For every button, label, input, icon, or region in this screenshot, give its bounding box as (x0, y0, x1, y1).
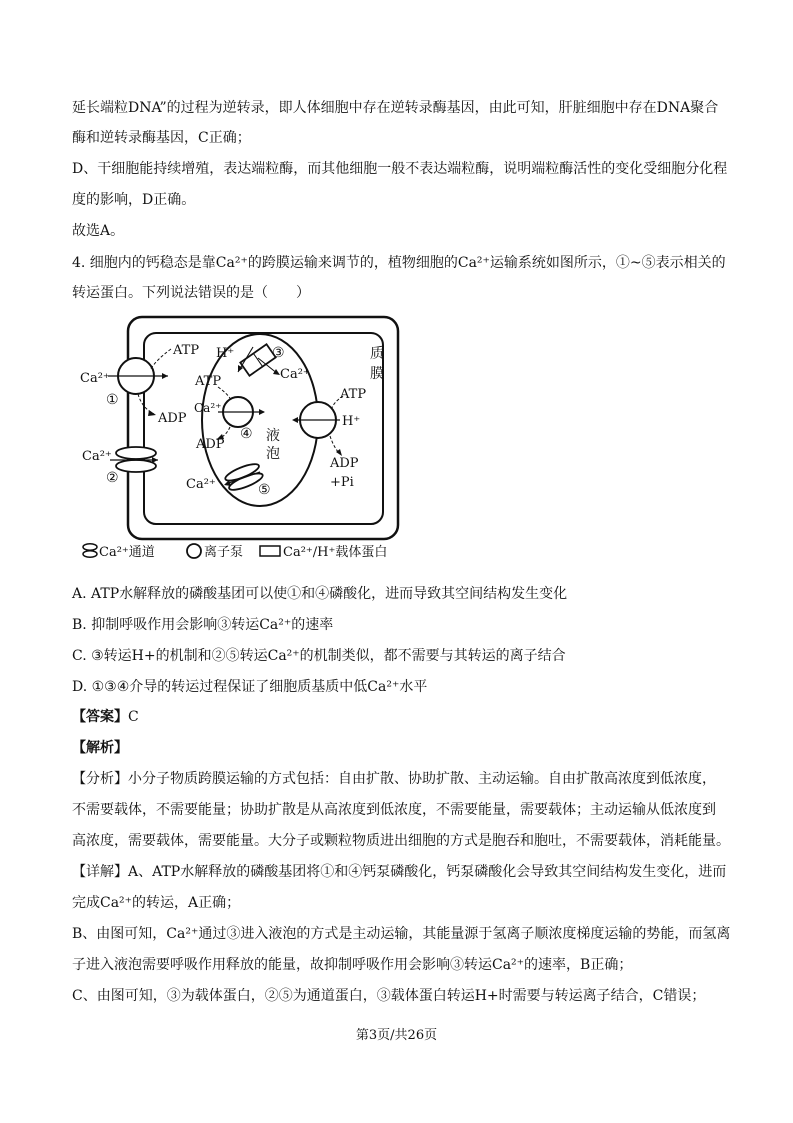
label-num2: ② (106, 470, 119, 486)
label-vacuole-2: 泡 (266, 446, 280, 462)
label-ca-5: Ca²⁺ (186, 477, 216, 492)
analysis-line-2: 不需要载体，不需要能量；协助扩散是从高浓度到低浓度，不需要能量，需要载体；主动运输从低浓度到 (72, 802, 716, 818)
option-d: D. ①③④介导的转运过程保证了细胞质基质中低Ca²⁺水平 (72, 679, 428, 695)
label-h-plus-right: H⁺ (342, 414, 361, 429)
label-pi-right: +Pi (330, 475, 354, 490)
answer-value: C (128, 709, 139, 725)
analysis-line-7: 子进入液泡需要呼吸作用释放的能量，故抑制呼吸作用会影响③转运Ca²⁺的速率，B正确； (72, 957, 633, 973)
legend-pump-icon (187, 544, 201, 558)
label-adp-mid: ADP (196, 437, 225, 452)
legend-carrier-label: Ca²⁺/H⁺载体蛋白 (283, 545, 388, 560)
ca-channel-2-bottom (116, 460, 156, 472)
page-number: 第3页/共26页 (355, 1028, 438, 1043)
legend (83, 544, 387, 560)
calcium-transport-diagram (78, 312, 418, 562)
label-membrane-2: 膜 (370, 366, 384, 382)
option-c: C. ③转运H+的机制和②⑤转运Ca²⁺的机制类似，都不需要与其转运的离子结合 (72, 648, 566, 664)
analysis-label: 【解析】 (72, 740, 128, 756)
text-line-1: 延长端粒DNA”的过程为逆转录，即人体细胞中存在逆转录酶基因，由此可知，肝脏细胞中存在DNA聚合 (72, 100, 719, 116)
legend-channel-label: Ca²⁺通道 (99, 545, 155, 560)
answer-label: 【答案】 (72, 709, 128, 725)
label-num3: ③ (272, 345, 285, 361)
analysis-line-1: 【分析】小分子物质跨膜运输的方式包括：自由扩散、协助扩散、主动运输。自由扩散高浓度到低浓度， (72, 771, 716, 787)
option-a: A. ATP水解释放的磷酸基团可以使①和④磷酸化，进而导致其空间结构发生变化 (72, 586, 568, 602)
label-ca-4: Ca²⁺ (194, 401, 222, 415)
label-num1: ① (106, 392, 119, 408)
label-adp-left: ADP (158, 411, 187, 426)
label-num5: ⑤ (258, 482, 271, 498)
analysis-line-5: 完成Ca²⁺的转运，A正确； (72, 895, 241, 911)
label-atp-right: ATP (340, 387, 367, 402)
label-vacuole-1: 液 (266, 428, 280, 444)
legend-channel-icon-top (83, 544, 97, 550)
analysis-line-3: 高浓度，需要载体，需要能量。大分子或颗粒物质进出细胞的方式是胞吞和胞吐，不需要载体，消耗能量。 (72, 833, 730, 849)
analysis-line-4: 【详解】A、ATP水解释放的磷酸基团将①和④钙泵磷酸化，钙泵磷酸化会导致其空间结构发生变化，进而 (72, 864, 727, 880)
answer-row (72, 708, 139, 726)
text-line-2: 酶和逆转录酶基因，C正确； (72, 130, 251, 146)
text-line-3: D、干细胞能持续增殖，表达端粒酶，而其他细胞一般不表达端粒酶，说明端粒酶活性的变化受细胞分化程 (72, 161, 728, 177)
ca-channel-2-top (116, 447, 156, 459)
label-num4: ④ (240, 426, 253, 442)
label-ca-3: Ca²⁺ (280, 367, 310, 382)
option-b: B. 抑制呼吸作用会影响③转运Ca²⁺的速率 (72, 617, 334, 633)
label-h-plus-3: H⁺ (216, 346, 235, 361)
analysis-line-8: C、由图可知，③为载体蛋白，②⑤为通道蛋白，③载体蛋白转运H+时需要与转运离子结合，C错误； (72, 988, 706, 1004)
text-line-5: 故选A。 (72, 223, 125, 239)
legend-channel-icon-bottom (83, 551, 97, 557)
text-line-4: 度的影响，D正确。 (72, 192, 196, 208)
label-ca-left-bottom: Ca²⁺ (82, 449, 112, 464)
label-atp-mid: ATP (195, 374, 222, 389)
label-ca-left-top: Ca²⁺ (80, 371, 110, 386)
label-adp-right: ADP (330, 456, 359, 471)
question-4-stem-cont: 转运蛋白。下列说法错误的是（ ） (72, 285, 310, 301)
legend-pump-label: 离子泵 (204, 545, 244, 560)
legend-carrier-icon (260, 546, 280, 556)
label-atp-top: ATP (173, 343, 200, 358)
question-4-stem: 4. 细胞内的钙稳态是靠Ca²⁺的跨膜运输来调节的，植物细胞的Ca²⁺运输系统如图所示，①~⑤表示相关的 (72, 255, 726, 271)
analysis-line-6: B、由图可知，Ca²⁺通过③进入液泡的方式是主动运输，其能量源于氢离子顺浓度梯度运输的势能，而氢离 (72, 926, 731, 942)
label-membrane-1: 质 (370, 346, 384, 362)
